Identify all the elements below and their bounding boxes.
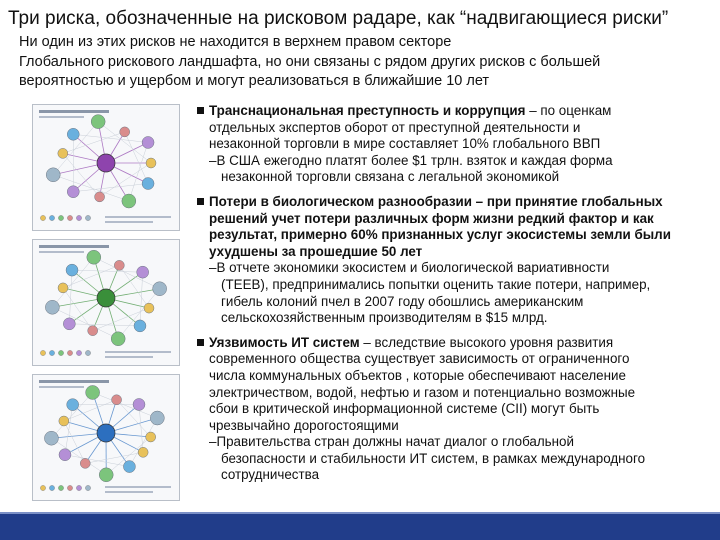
legend-dot bbox=[85, 350, 90, 355]
network-node bbox=[112, 395, 122, 405]
network-node bbox=[59, 416, 69, 426]
thumbnail-header-line bbox=[39, 386, 84, 388]
legend-dot bbox=[85, 215, 90, 220]
legend-dot bbox=[58, 485, 63, 490]
network-link bbox=[73, 184, 148, 192]
network-node bbox=[142, 178, 154, 190]
bullet-text: современного общества существует зависимость от ограниченного bbox=[209, 351, 630, 367]
bullet-square-icon bbox=[197, 107, 204, 114]
legend-dot bbox=[49, 350, 54, 355]
network-node bbox=[67, 399, 79, 411]
network-node bbox=[67, 128, 79, 140]
bullet-text: сбои в критической информационной системе (CII) могут быть bbox=[209, 401, 600, 417]
legend-dot bbox=[49, 215, 54, 220]
sub-bullet-text: –В отчете экономики экосистем и биологической вариативности bbox=[209, 260, 610, 276]
network-link bbox=[72, 270, 143, 272]
bullet-item bbox=[197, 194, 712, 327]
network-center-node bbox=[97, 289, 115, 307]
legend-dot bbox=[58, 350, 63, 355]
network-node bbox=[99, 468, 113, 482]
legend-dot bbox=[76, 350, 81, 355]
network-node bbox=[58, 148, 68, 158]
network-node bbox=[87, 250, 101, 264]
network-node bbox=[63, 318, 75, 330]
intro-line: вероятностью и ущербом и могут реализоваться в ближайшие 10 лет bbox=[19, 73, 490, 89]
network-node bbox=[58, 283, 68, 293]
risk-network-diagram bbox=[33, 105, 179, 230]
legend-dot bbox=[40, 485, 45, 490]
bullet-text: электричеством, водой, нефтью и газом и потенциально возможные bbox=[209, 384, 636, 400]
network-link bbox=[93, 392, 158, 418]
network-node bbox=[111, 332, 125, 346]
intro-line: Глобального рискового ландшафта, но они связаны с рядом других рисков с большей bbox=[19, 53, 601, 70]
bullet-text: – вследствие высокого уровня развития bbox=[359, 334, 614, 350]
thumbnail-header-line bbox=[39, 245, 109, 248]
network-link bbox=[73, 134, 148, 142]
sub-bullet-text: безопасности и стабильности ИТ систем, в рамках международного bbox=[221, 450, 646, 466]
network-node bbox=[44, 431, 58, 445]
network-node bbox=[146, 432, 156, 442]
network-node bbox=[134, 320, 146, 332]
legend-text-line bbox=[105, 491, 153, 493]
network-node bbox=[88, 326, 98, 336]
risk-map-thumbnail bbox=[32, 374, 180, 501]
legend-dot bbox=[67, 350, 72, 355]
network-node bbox=[122, 194, 136, 208]
bullet-text: ухудшены за прошедшие 50 лет bbox=[209, 243, 423, 259]
network-node bbox=[144, 303, 154, 313]
network-node bbox=[142, 136, 154, 148]
network-node bbox=[59, 449, 71, 461]
bullet-square-icon bbox=[197, 198, 204, 205]
network-node bbox=[150, 411, 164, 425]
sub-bullet-text: –Правительства стран должны начат диалог о глобальной bbox=[209, 434, 574, 450]
network-link bbox=[52, 307, 118, 338]
legend-dot bbox=[76, 485, 81, 490]
network-node bbox=[146, 158, 156, 168]
network-node bbox=[80, 458, 90, 468]
legend-dot bbox=[58, 215, 63, 220]
intro-text bbox=[19, 33, 709, 92]
network-node bbox=[153, 282, 167, 296]
legend-text-line bbox=[105, 356, 153, 358]
bullet-heading: Уязвимость ИТ систем bbox=[209, 334, 360, 350]
network-link bbox=[129, 142, 148, 201]
network-link bbox=[94, 257, 160, 288]
bullet-text: чрезвычайно дорогостоящими bbox=[209, 417, 399, 433]
legend-text-line bbox=[105, 221, 153, 223]
bullet-text: незаконной торговли в мире составляет 10% глобального ВВП bbox=[209, 136, 601, 152]
thumbnail-header-line bbox=[39, 116, 84, 118]
legend-dot bbox=[76, 215, 81, 220]
bullet-item bbox=[197, 335, 712, 484]
network-node bbox=[45, 300, 59, 314]
slide-title: Три риска, обозначенные на рисковом радаре, как “надвигающиеся риски” bbox=[8, 8, 669, 29]
bullet-text: отдельных экспертов оборот от преступной деятельности и bbox=[209, 119, 581, 135]
thumbnail-header-line bbox=[39, 380, 109, 383]
sub-bullet-text: незаконной торговли связана с легальной экономикой bbox=[221, 169, 560, 185]
network-node bbox=[91, 115, 105, 129]
legend-dot bbox=[49, 485, 54, 490]
risk-map-thumbnail bbox=[32, 104, 180, 231]
sub-bullet-text: сотрудничества bbox=[221, 467, 320, 483]
thumbnail-header-line bbox=[39, 251, 84, 253]
bullet-square-icon bbox=[197, 339, 204, 346]
bullet-heading: Потери в биологическом разнообразии bbox=[209, 193, 472, 209]
bullet-list bbox=[197, 103, 712, 492]
bullet-heading: Транснациональная преступность и коррупция bbox=[209, 103, 526, 118]
network-node bbox=[137, 266, 149, 278]
network-node bbox=[67, 186, 79, 198]
network-link bbox=[65, 455, 129, 467]
network-node bbox=[123, 461, 135, 473]
network-link bbox=[65, 405, 73, 455]
footer-highlight-line bbox=[0, 512, 720, 514]
sub-bullet-text: –В США ежегодно платят более $1 трлн. взяток и каждая форма bbox=[209, 152, 613, 168]
legend-dot bbox=[85, 485, 90, 490]
bullet-text: – по оценкам bbox=[525, 103, 612, 118]
bullet-text: решений учет потери различных форм жизни редкий фактор и как bbox=[209, 210, 654, 226]
legend-dot bbox=[40, 215, 45, 220]
legend-text-line bbox=[105, 486, 171, 488]
legend-text-line bbox=[105, 351, 171, 353]
network-node bbox=[95, 192, 105, 202]
thumbnail-header-line bbox=[39, 110, 109, 113]
risk-network-diagram bbox=[33, 240, 179, 365]
risk-map-thumbnail bbox=[32, 239, 180, 366]
network-node bbox=[114, 260, 124, 270]
sub-bullet-text: гибель колоний пчел в 2007 году обошлись американским bbox=[221, 293, 584, 309]
network-node bbox=[46, 168, 60, 182]
sub-bullet-text: сельскохозяйственным производителям в $15 млрд. bbox=[221, 310, 548, 326]
bullet-text: – при принятие глобальных bbox=[471, 193, 663, 209]
bullet-text: числа коммунальных объектов , которые обеспечивают население bbox=[209, 367, 626, 383]
footer-bar bbox=[0, 512, 720, 540]
legend-text-line bbox=[105, 216, 171, 218]
network-node bbox=[133, 398, 145, 410]
network-link bbox=[53, 175, 129, 201]
sub-bullet-text: (TEEB), предпринимались попытки оценить такие потери, например, bbox=[221, 276, 651, 292]
legend-dot bbox=[40, 350, 45, 355]
network-node bbox=[86, 385, 100, 399]
risk-map-thumbnails bbox=[32, 104, 180, 509]
legend-dot bbox=[67, 485, 72, 490]
network-node bbox=[138, 447, 148, 457]
network-center-node bbox=[97, 424, 115, 442]
network-node bbox=[120, 127, 130, 137]
network-node bbox=[66, 264, 78, 276]
bullet-text: результат, примерно 60% признанных услуг экосистемы земли были bbox=[209, 227, 671, 243]
bullet-item bbox=[197, 103, 712, 186]
intro-line: Ни один из этих рисков не находится в верхнем правом секторе bbox=[19, 34, 452, 50]
network-center-node bbox=[97, 154, 115, 172]
legend-dot bbox=[67, 215, 72, 220]
risk-network-diagram bbox=[33, 375, 179, 500]
